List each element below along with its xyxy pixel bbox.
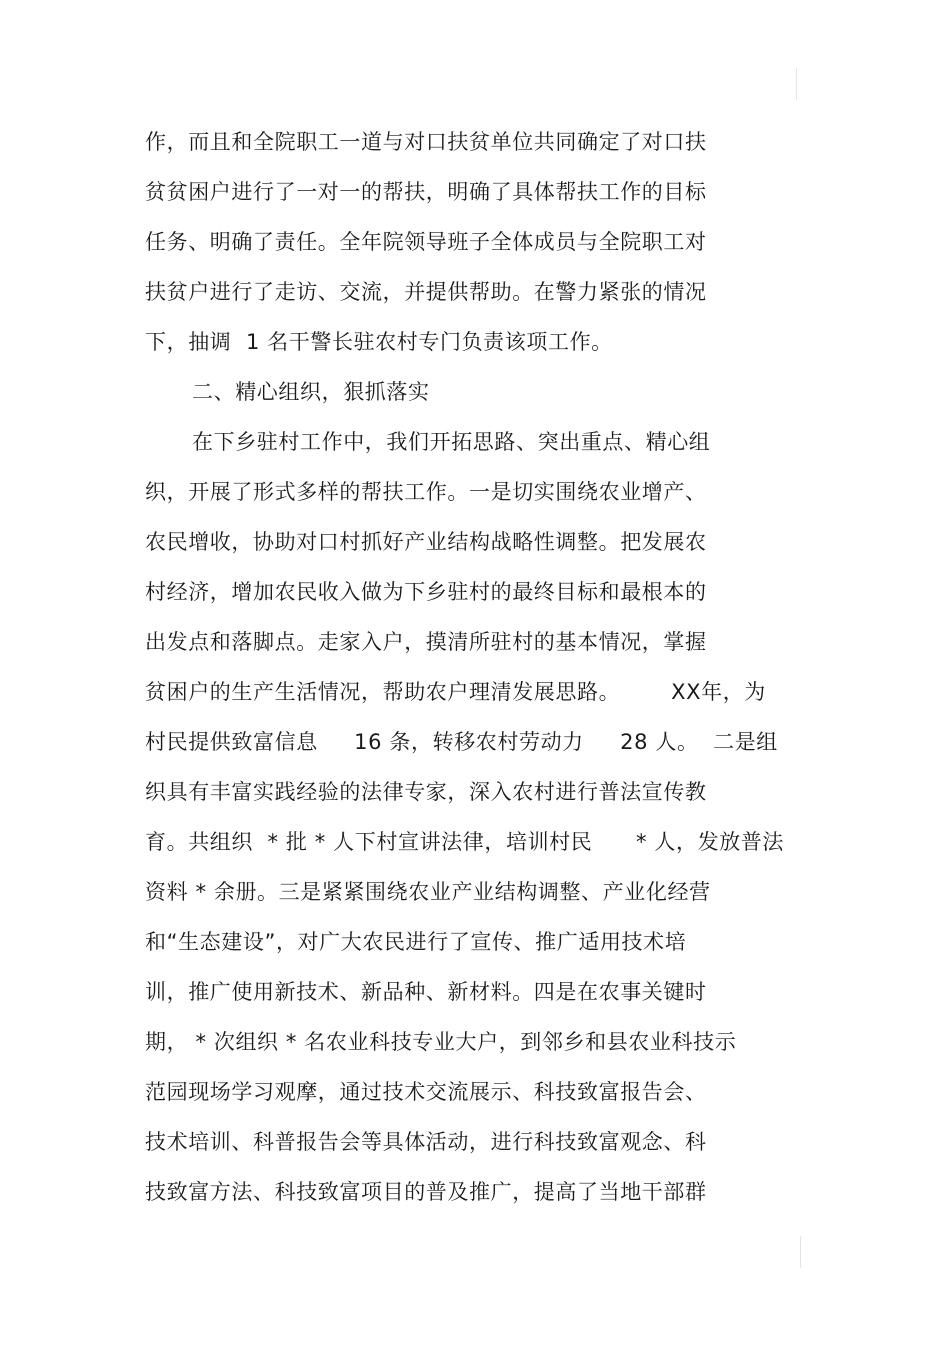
body-text-line: 出发点和落脚点。走家入户，摸清所驻村的基本情况，掌握 — [145, 630, 707, 654]
body-text-line: 训，推广使用新技术、新品种、新材料。四是在农事关键时 — [145, 980, 707, 1004]
body-text-line: 扶贫户进行了走访、交流，并提供帮助。在警力紧张的情况 — [145, 280, 707, 304]
body-text-line: 织具有丰富实践经验的法律专家，深入农村进行普法宣传教 — [145, 780, 707, 804]
body-text-line: 作，而且和全院职工一道与对口扶贫单位共同确定了对口扶 — [145, 130, 707, 154]
body-text-line: 在下乡驻村工作中，我们开拓思路、突出重点、精心组 — [192, 430, 711, 454]
body-text-line: 技致富方法、科技致富项目的普及推广，提高了当地干部群 — [145, 1180, 707, 1204]
body-text-line: 范园现场学习观摩，通过技术交流展示、科技致富报告会、 — [145, 1080, 707, 1104]
body-text-line: 育。共组织 * 批 * 人下村宣讲法律，培训村民 * 人，发放普法 — [145, 830, 785, 854]
section-heading: 二、精心组织，狠抓落实 — [192, 380, 430, 404]
body-text-line: 村民提供致富信息 16 条，转移农村劳动力 28 人。 二是组 — [145, 730, 778, 754]
body-text-line: 贫贫困户进行了一对一的帮扶，明确了具体帮扶工作的目标 — [145, 180, 707, 204]
body-text-line: 技术培训、科普报告会等具体活动，进行科技致富观念、科 — [145, 1130, 707, 1154]
body-text-line: 任务、明确了责任。全年院领导班子全体成员与全院职工对 — [145, 230, 707, 254]
page-edge-mark-bottom — [800, 1236, 801, 1268]
body-text-line: 农民增收，协助对口村抓好产业结构战略性调整。把发展农 — [145, 530, 707, 554]
body-text-line: 村经济，增加农民收入做为下乡驻村的最终目标和最根本的 — [145, 580, 707, 604]
page-edge-mark-top — [796, 68, 797, 100]
body-text-line: 织，开展了形式多样的帮扶工作。一是切实围绕农业增产、 — [145, 480, 707, 504]
body-text-line: 和“生态建设”，对广大农民进行了宣传、推广适用技术培 — [145, 930, 687, 954]
body-text-line: 期， * 次组织 * 名农业科技专业大户，到邻乡和县农业科技示 — [145, 1030, 737, 1054]
body-text-line: 贫困户的生产生活情况，帮助农户理清发展思路。 XX年，为 — [145, 680, 766, 704]
body-text-line: 资料 * 余册。三是紧紧围绕农业产业结构调整、产业化经营 — [145, 880, 711, 904]
body-text-line: 下，抽调 1 名干警长驻农村专门负责该项工作。 — [145, 330, 613, 354]
